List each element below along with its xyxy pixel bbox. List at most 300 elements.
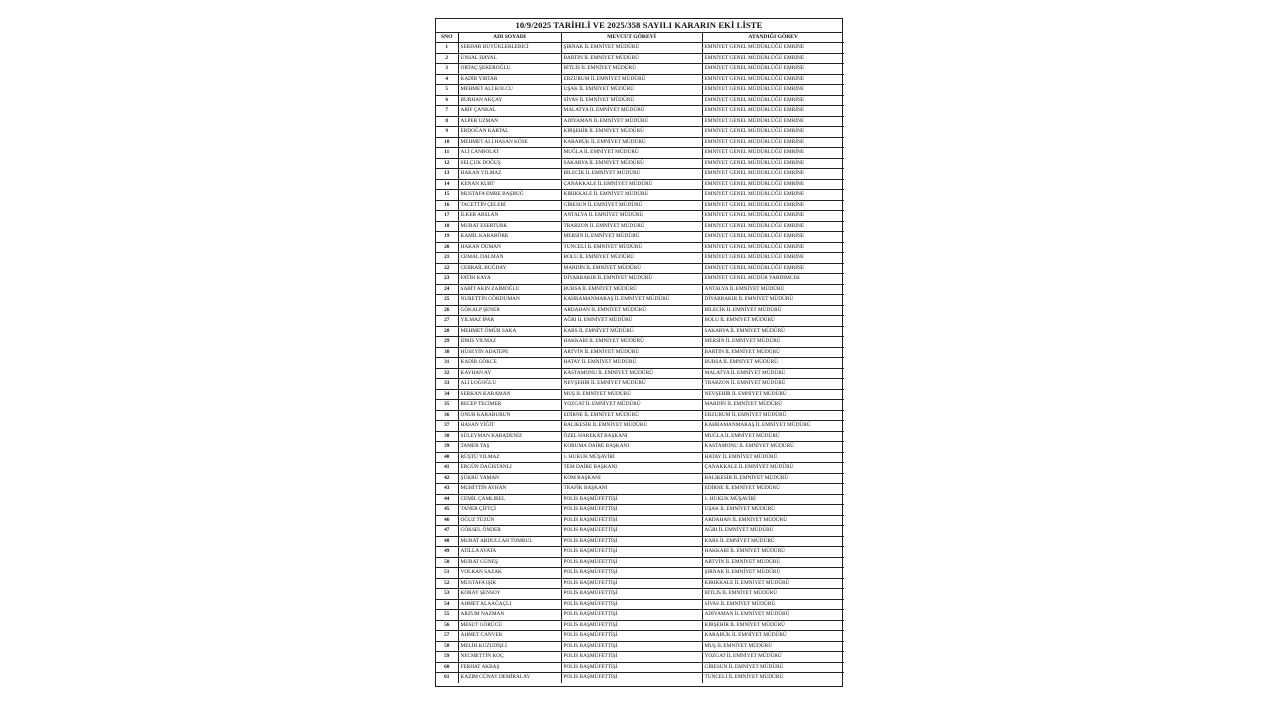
cell-assigned-duty: EMNİYET GENEL MÜDÜRLÜĞÜ EMRİNE — [702, 53, 844, 64]
table-row — [436, 631, 844, 642]
cell-name: KAMİL KARABÖRK — [458, 232, 561, 243]
cell-current-duty: MALATYA İL EMNİYET MÜDÜRÜ — [561, 106, 702, 117]
table-row — [436, 526, 844, 537]
cell-sno: 42 — [436, 473, 458, 484]
cell-assigned-duty: DİYARBAKIR İL EMNİYET MÜDÜRÜ — [702, 295, 844, 306]
cell-name: MURAT ABDULLAH TOMBUL — [458, 536, 561, 547]
cell-assigned-duty: BİLECİK İL EMNİYET MÜDÜRÜ — [702, 305, 844, 316]
table-row — [436, 620, 844, 631]
cell-name: MURAT ESERTÜRK — [458, 221, 561, 232]
cell-name: ALPER UZMAN — [458, 116, 561, 127]
cell-assigned-duty: KAHRAMANMARAŞ İL EMNİYET MÜDÜRÜ — [702, 421, 844, 432]
table-row — [436, 484, 844, 495]
cell-current-duty: POLİS BAŞMÜFETTİŞİ — [561, 589, 702, 600]
cell-assigned-duty: EMNİYET GENEL MÜDÜRLÜĞÜ EMRİNE — [702, 179, 844, 190]
cell-assigned-duty: KIRIKKALE İL EMNİYET MÜDÜRÜ — [702, 578, 844, 589]
cell-current-duty: HAKKARİ İL EMNİYET MÜDÜRÜ — [561, 337, 702, 348]
cell-assigned-duty: YOZGAT İL EMNİYET MÜDÜRÜ — [702, 652, 844, 663]
table-row — [436, 116, 844, 127]
cell-sno: 58 — [436, 641, 458, 652]
cell-assigned-duty: AĞRI İL EMNİYET MÜDÜRÜ — [702, 526, 844, 537]
cell-assigned-duty: HATAY İL EMNİYET MÜDÜRÜ — [702, 452, 844, 463]
cell-name: MESUT GÖRÜCÜ — [458, 620, 561, 631]
table-row — [436, 421, 844, 432]
cell-name: ŞÜKRÜ YAMAN — [458, 473, 561, 484]
cell-name: MUSTAFA EMRE BAŞBUĞ — [458, 190, 561, 201]
cell-sno: 32 — [436, 368, 458, 379]
cell-sno: 44 — [436, 494, 458, 505]
cell-current-duty: KARS İL EMNİYET MÜDÜRÜ — [561, 326, 702, 337]
table-row — [436, 127, 844, 138]
cell-name: ORTAÇ ŞEKEROĞLU — [458, 64, 561, 75]
cell-name: AHMET CANVER — [458, 631, 561, 642]
cell-assigned-duty: ARTVİN İL EMNİYET MÜDÜRÜ — [702, 557, 844, 568]
cell-name: KORAY ŞENSOY — [458, 589, 561, 600]
cell-sno: 9 — [436, 127, 458, 138]
cell-assigned-duty: ADIYAMAN İL EMNİYET MÜDÜRÜ — [702, 610, 844, 621]
cell-name: KADİR YIRTAR — [458, 74, 561, 85]
cell-name: FATİH KAYA — [458, 274, 561, 285]
table-row — [436, 326, 844, 337]
cell-name: ÜNSAL HAYAL — [458, 53, 561, 64]
cell-name: GÖKALP ŞENER — [458, 305, 561, 316]
cell-sno: 29 — [436, 337, 458, 348]
cell-sno: 38 — [436, 431, 458, 442]
cell-sno: 36 — [436, 410, 458, 421]
cell-current-duty: KORUMA DAİRE BAŞKANI — [561, 442, 702, 453]
cell-current-duty: ERZURUM İL EMNİYET MÜDÜRÜ — [561, 74, 702, 85]
cell-name: ATİLLA AYATA — [458, 547, 561, 558]
cell-assigned-duty: UŞAK İL EMNİYET MÜDÜRÜ — [702, 505, 844, 516]
cell-assigned-duty: ERZURUM İL EMNİYET MÜDÜRÜ — [702, 410, 844, 421]
cell-sno: 55 — [436, 610, 458, 621]
table-row — [436, 106, 844, 117]
cell-name: HASAN YİĞİT — [458, 421, 561, 432]
cell-assigned-duty: GİRESUN İL EMNİYET MÜDÜRÜ — [702, 662, 844, 673]
table-row — [436, 253, 844, 264]
cell-sno: 24 — [436, 284, 458, 295]
cell-assigned-duty: EMNİYET GENEL MÜDÜRLÜĞÜ EMRİNE — [702, 106, 844, 117]
cell-assigned-duty: HAKKARİ İL EMNİYET MÜDÜRÜ — [702, 547, 844, 558]
table-row — [436, 316, 844, 327]
cell-sno: 53 — [436, 589, 458, 600]
cell-sno: 4 — [436, 74, 458, 85]
cell-name: SABİT AKIN ZAİMOĞLU — [458, 284, 561, 295]
cell-sno: 43 — [436, 484, 458, 495]
cell-assigned-duty: EMNİYET GENEL MÜDÜRLÜĞÜ EMRİNE — [702, 253, 844, 264]
cell-current-duty: POLİS BAŞMÜFETTİŞİ — [561, 515, 702, 526]
cell-name: İLKER ARSLAN — [458, 211, 561, 222]
cell-name: SELÇUK DOĞUŞ — [458, 158, 561, 169]
table-row — [436, 158, 844, 169]
cell-sno: 14 — [436, 179, 458, 190]
cell-name: HAKAN DUMAN — [458, 242, 561, 253]
cell-sno: 25 — [436, 295, 458, 306]
cell-name: MELİH KUZUDİŞLİ — [458, 641, 561, 652]
cell-current-duty: POLİS BAŞMÜFETTİŞİ — [561, 494, 702, 505]
table-row — [436, 641, 844, 652]
header-name: ADI SOYADI — [458, 33, 561, 43]
cell-current-duty: KAHRAMANMARAŞ İL EMNİYET MÜDÜRÜ — [561, 295, 702, 306]
cell-current-duty: ADIYAMAN İL EMNİYET MÜDÜRÜ — [561, 116, 702, 127]
cell-current-duty: BİLECİK İL EMNİYET MÜDÜRÜ — [561, 169, 702, 180]
table-row — [436, 379, 844, 390]
table-row — [436, 547, 844, 558]
cell-sno: 34 — [436, 389, 458, 400]
cell-sno: 39 — [436, 442, 458, 453]
cell-sno: 31 — [436, 358, 458, 369]
cell-name: SERDAR BÜYÜKLERLEBİCİ — [458, 43, 561, 54]
cell-current-duty: POLİS BAŞMÜFETTİŞİ — [561, 641, 702, 652]
cell-current-duty: BİTLİS İL EMNİYET MÜDÜRÜ — [561, 64, 702, 75]
cell-sno: 26 — [436, 305, 458, 316]
table-row — [436, 74, 844, 85]
table-row — [436, 494, 844, 505]
cell-name: RÜŞTÜ YILMAZ — [458, 452, 561, 463]
cell-current-duty: BOLU İL EMNİYET MÜDÜRÜ — [561, 253, 702, 264]
cell-name: GÖKSEL ÖNDER — [458, 526, 561, 537]
cell-sno: 37 — [436, 421, 458, 432]
cell-name: OĞUZ TÜZÜN — [458, 515, 561, 526]
cell-current-duty: POLİS BAŞMÜFETTİŞİ — [561, 557, 702, 568]
cell-name: ALİ CANBOLAT — [458, 148, 561, 159]
table-row — [436, 221, 844, 232]
cell-current-duty: NEVŞEHİR İL EMNİYET MÜDÜRÜ — [561, 379, 702, 390]
cell-sno: 30 — [436, 347, 458, 358]
cell-assigned-duty: ŞIRNAK İL EMNİYET MÜDÜRÜ — [702, 568, 844, 579]
cell-name: ARZUM NAZMAN — [458, 610, 561, 621]
table-row — [436, 431, 844, 442]
cell-name: KAYHAN AY — [458, 368, 561, 379]
cell-sno: 51 — [436, 568, 458, 579]
cell-name: ERDOĞAN KARTAL — [458, 127, 561, 138]
table-row — [436, 578, 844, 589]
header-assigned-duty: ATANDIĞI GÖREV — [702, 33, 844, 43]
cell-assigned-duty: KARS İL EMNİYET MÜDÜRÜ — [702, 536, 844, 547]
cell-assigned-duty: ÇANAKKALE İL EMNİYET MÜDÜRÜ — [702, 463, 844, 474]
cell-current-duty: POLİS BAŞMÜFETTİŞİ — [561, 610, 702, 621]
document-title: 10/9/2025 TARİHLİ VE 2025/358 SAYILI KARARIN EKİ LİSTE — [436, 19, 842, 33]
cell-sno: 22 — [436, 263, 458, 274]
cell-name: ALİ LOĞOĞLU — [458, 379, 561, 390]
cell-name: HAKAN YILMAZ — [458, 169, 561, 180]
cell-sno: 49 — [436, 547, 458, 558]
cell-sno: 11 — [436, 148, 458, 159]
appointment-table — [436, 33, 844, 683]
table-row — [436, 137, 844, 148]
cell-current-duty: ARDAHAN İL EMNİYET MÜDÜRÜ — [561, 305, 702, 316]
cell-current-duty: POLİS BAŞMÜFETTİŞİ — [561, 662, 702, 673]
table-row — [436, 400, 844, 411]
table-row — [436, 652, 844, 663]
cell-current-duty: POLİS BAŞMÜFETTİŞİ — [561, 652, 702, 663]
cell-current-duty: MARDİN İL EMNİYET MÜDÜRÜ — [561, 263, 702, 274]
cell-sno: 56 — [436, 620, 458, 631]
table-row — [436, 179, 844, 190]
cell-current-duty: KIRŞEHİR İL EMNİYET MÜDÜRÜ — [561, 127, 702, 138]
table-row — [436, 95, 844, 106]
cell-assigned-duty: KIRŞEHİR İL EMNİYET MÜDÜRÜ — [702, 620, 844, 631]
table-row — [436, 662, 844, 673]
cell-name: MEHMET ÖMÜR SAKA — [458, 326, 561, 337]
cell-sno: 40 — [436, 452, 458, 463]
cell-name: İDRİS YILMAZ — [458, 337, 561, 348]
table-row — [436, 169, 844, 180]
cell-current-duty: AĞRI İL EMNİYET MÜDÜRÜ — [561, 316, 702, 327]
cell-name: SÜLEYMAN KARADENİZ — [458, 431, 561, 442]
cell-sno: 20 — [436, 242, 458, 253]
cell-name: MEHMET ALİ KOLCU — [458, 85, 561, 96]
cell-assigned-duty: EMNİYET GENEL MÜDÜRLÜĞÜ EMRİNE — [702, 137, 844, 148]
cell-current-duty: POLİS BAŞMÜFETTİŞİ — [561, 505, 702, 516]
cell-sno: 12 — [436, 158, 458, 169]
cell-assigned-duty: SİVAS İL EMNİYET MÜDÜRÜ — [702, 599, 844, 610]
cell-current-duty: EDİRNE İL EMNİYET MÜDÜRÜ — [561, 410, 702, 421]
cell-assigned-duty: ANTALYA İL EMNİYET MÜDÜRÜ — [702, 284, 844, 295]
cell-assigned-duty: EMNİYET GENEL MÜDÜRLÜĞÜ EMRİNE — [702, 263, 844, 274]
table-row — [436, 452, 844, 463]
cell-assigned-duty: MERSİN İL EMNİYET MÜDÜRÜ — [702, 337, 844, 348]
cell-name: KAZIM GÜNAY DEMİRALAY — [458, 673, 561, 683]
cell-name: MURAT GÜNEŞ — [458, 557, 561, 568]
cell-assigned-duty: ARDAHAN İL EMNİYET MÜDÜRÜ — [702, 515, 844, 526]
cell-sno: 5 — [436, 85, 458, 96]
table-row — [436, 43, 844, 54]
cell-sno: 10 — [436, 137, 458, 148]
cell-name: YILMAZ İPAR — [458, 316, 561, 327]
cell-sno: 13 — [436, 169, 458, 180]
cell-current-duty: BURSA İL EMNİYET MÜDÜRÜ — [561, 284, 702, 295]
cell-name: TAMER TAŞ — [458, 442, 561, 453]
cell-current-duty: POLİS BAŞMÜFETTİŞİ — [561, 673, 702, 683]
cell-current-duty: KOM BAŞKANI — [561, 473, 702, 484]
table-row — [436, 358, 844, 369]
cell-sno: 3 — [436, 64, 458, 75]
cell-name: ERGÜN DAĞISTANLI — [458, 463, 561, 474]
table-row — [436, 536, 844, 547]
table-row — [436, 463, 844, 474]
cell-current-duty: HATAY İL EMNİYET MÜDÜRÜ — [561, 358, 702, 369]
cell-name: ONUR KARABURUN — [458, 410, 561, 421]
cell-current-duty: ŞIRNAK İL EMNİYET MÜDÜRÜ — [561, 43, 702, 54]
cell-current-duty: MUŞ İL EMNİYET MÜDÜRÜ — [561, 389, 702, 400]
cell-assigned-duty: EMNİYET GENEL MÜDÜRLÜĞÜ EMRİNE — [702, 221, 844, 232]
cell-sno: 15 — [436, 190, 458, 201]
cell-assigned-duty: EMNİYET GENEL MÜDÜRLÜĞÜ EMRİNE — [702, 64, 844, 75]
table-row — [436, 515, 844, 526]
table-row — [436, 53, 844, 64]
cell-assigned-duty: MUĞLA İL EMNİYET MÜDÜRÜ — [702, 431, 844, 442]
cell-current-duty: GİRESUN İL EMNİYET MÜDÜRÜ — [561, 200, 702, 211]
cell-sno: 50 — [436, 557, 458, 568]
cell-assigned-duty: EMNİYET GENEL MÜDÜRLÜĞÜ EMRİNE — [702, 211, 844, 222]
table-row — [436, 673, 844, 683]
cell-current-duty: MUĞLA İL EMNİYET MÜDÜRÜ — [561, 148, 702, 159]
cell-current-duty: TRABZON İL EMNİYET MÜDÜRÜ — [561, 221, 702, 232]
header-current-duty: MEVCUT GÖREVİ — [561, 33, 702, 43]
cell-name: HÜSEYİN ADATEPE — [458, 347, 561, 358]
header-sno: SNO — [436, 33, 458, 43]
cell-name: BURHAN AKÇAY — [458, 95, 561, 106]
table-row — [436, 410, 844, 421]
table-row — [436, 557, 844, 568]
cell-name: TACETTİN ÇELEBİ — [458, 200, 561, 211]
table-row — [436, 505, 844, 516]
cell-name: MUSTAFA IŞIK — [458, 578, 561, 589]
table-row — [436, 295, 844, 306]
table-row — [436, 442, 844, 453]
cell-assigned-duty: BOLU İL EMNİYET MÜDÜRÜ — [702, 316, 844, 327]
cell-sno: 1 — [436, 43, 458, 54]
cell-assigned-duty: EMNİYET GENEL MÜDÜR YARDIMCISI — [702, 274, 844, 285]
cell-assigned-duty: BİTLİS İL EMNİYET MÜDÜRÜ — [702, 589, 844, 600]
table-row — [436, 473, 844, 484]
cell-assigned-duty: EMNİYET GENEL MÜDÜRLÜĞÜ EMRİNE — [702, 242, 844, 253]
cell-name: MUHİTTİN AYHAN — [458, 484, 561, 495]
cell-current-duty: KASTAMONU İL EMNİYET MÜDÜRÜ — [561, 368, 702, 379]
table-row — [436, 148, 844, 159]
cell-sno: 17 — [436, 211, 458, 222]
cell-current-duty: KIRIKKALE İL EMNİYET MÜDÜRÜ — [561, 190, 702, 201]
cell-assigned-duty: BARTIN İL EMNİYET MÜDÜRÜ — [702, 347, 844, 358]
cell-assigned-duty: EMNİYET GENEL MÜDÜRLÜĞÜ EMRİNE — [702, 95, 844, 106]
table-row — [436, 337, 844, 348]
cell-assigned-duty: EMNİYET GENEL MÜDÜRLÜĞÜ EMRİNE — [702, 85, 844, 96]
cell-name: VOLKAN SAZAK — [458, 568, 561, 579]
table-row — [436, 568, 844, 579]
table-row — [436, 64, 844, 75]
cell-current-duty: BALIKESİR İL EMNİYET MÜDÜRÜ — [561, 421, 702, 432]
cell-name: CEBRAİL BUĞDAY — [458, 263, 561, 274]
cell-sno: 59 — [436, 652, 458, 663]
cell-name: NURETTİN GÖKDUMAN — [458, 295, 561, 306]
cell-name: CEMAL DALMAN — [458, 253, 561, 264]
table-row — [436, 263, 844, 274]
cell-sno: 61 — [436, 673, 458, 683]
cell-current-duty: 1. HUKUK MÜŞAVİRİ — [561, 452, 702, 463]
cell-current-duty: SAKARYA İL EMNİYET MÜDÜRÜ — [561, 158, 702, 169]
cell-sno: 57 — [436, 631, 458, 642]
cell-sno: 16 — [436, 200, 458, 211]
cell-current-duty: TRAFİK BAŞKANI — [561, 484, 702, 495]
table-row — [436, 347, 844, 358]
table-row — [436, 211, 844, 222]
cell-current-duty: POLİS BAŞMÜFETTİŞİ — [561, 578, 702, 589]
cell-sno: 23 — [436, 274, 458, 285]
cell-name: ARİF ÇANKAL — [458, 106, 561, 117]
cell-current-duty: POLİS BAŞMÜFETTİŞİ — [561, 631, 702, 642]
table-row — [436, 284, 844, 295]
cell-sno: 47 — [436, 526, 458, 537]
cell-sno: 6 — [436, 95, 458, 106]
table-row — [436, 242, 844, 253]
cell-sno: 2 — [436, 53, 458, 64]
cell-name: FERHAT AKBAŞ — [458, 662, 561, 673]
cell-assigned-duty: MARDİN İL EMNİYET MÜDÜRÜ — [702, 400, 844, 411]
cell-assigned-duty: BALIKESİR İL EMNİYET MÜDÜRÜ — [702, 473, 844, 484]
cell-name: TANER ÇİFTÇİ — [458, 505, 561, 516]
cell-current-duty: MERSİN İL EMNİYET MÜDÜRÜ — [561, 232, 702, 243]
cell-assigned-duty: EMNİYET GENEL MÜDÜRLÜĞÜ EMRİNE — [702, 116, 844, 127]
cell-sno: 45 — [436, 505, 458, 516]
cell-name: NECMETTİN KOÇ — [458, 652, 561, 663]
table-row — [436, 190, 844, 201]
cell-assigned-duty: EMNİYET GENEL MÜDÜRLÜĞÜ EMRİNE — [702, 169, 844, 180]
cell-assigned-duty: EMNİYET GENEL MÜDÜRLÜĞÜ EMRİNE — [702, 158, 844, 169]
cell-sno: 60 — [436, 662, 458, 673]
cell-current-duty: YOZGAT İL EMNİYET MÜDÜRÜ — [561, 400, 702, 411]
cell-sno: 33 — [436, 379, 458, 390]
cell-current-duty: POLİS BAŞMÜFETTİŞİ — [561, 568, 702, 579]
cell-sno: 7 — [436, 106, 458, 117]
cell-name: CEMİL ÇAMLIBEL — [458, 494, 561, 505]
cell-current-duty: POLİS BAŞMÜFETTİŞİ — [561, 526, 702, 537]
cell-sno: 27 — [436, 316, 458, 327]
table-row — [436, 232, 844, 243]
cell-assigned-duty: EMNİYET GENEL MÜDÜRLÜĞÜ EMRİNE — [702, 232, 844, 243]
cell-current-duty: ANTALYA İL EMNİYET MÜDÜRÜ — [561, 211, 702, 222]
cell-current-duty: SİVAS İL EMNİYET MÜDÜRÜ — [561, 95, 702, 106]
cell-current-duty: POLİS BAŞMÜFETTİŞİ — [561, 547, 702, 558]
table-row — [436, 200, 844, 211]
cell-current-duty: ÇANAKKALE İL EMNİYET MÜDÜRÜ — [561, 179, 702, 190]
cell-assigned-duty: MUŞ İL EMNİYET MÜDÜRÜ — [702, 641, 844, 652]
cell-assigned-duty: KARABÜK İL EMNİYET MÜDÜRÜ — [702, 631, 844, 642]
cell-sno: 19 — [436, 232, 458, 243]
cell-assigned-duty: TRABZON İL EMNİYET MÜDÜRÜ — [702, 379, 844, 390]
cell-assigned-duty: 1. HUKUK MÜŞAVİRİ — [702, 494, 844, 505]
table-row — [436, 274, 844, 285]
cell-current-duty: TUNCELİ İL EMNİYET MÜDÜRÜ — [561, 242, 702, 253]
cell-current-duty: ÖZEL HAREKAT BAŞKANI — [561, 431, 702, 442]
cell-current-duty: UŞAK İL EMNİYET MÜDÜRÜ — [561, 85, 702, 96]
cell-sno: 28 — [436, 326, 458, 337]
table-header-row — [436, 33, 844, 43]
table-row — [436, 589, 844, 600]
cell-sno: 41 — [436, 463, 458, 474]
table-row — [436, 389, 844, 400]
cell-assigned-duty: BURSA İL EMNİYET MÜDÜRÜ — [702, 358, 844, 369]
table-row — [436, 305, 844, 316]
cell-assigned-duty: EMNİYET GENEL MÜDÜRLÜĞÜ EMRİNE — [702, 200, 844, 211]
cell-assigned-duty: NEVŞEHİR İL EMNİYET MÜDÜRÜ — [702, 389, 844, 400]
cell-current-duty: POLİS BAŞMÜFETTİŞİ — [561, 536, 702, 547]
cell-name: KENAN KURT — [458, 179, 561, 190]
cell-current-duty: ARTVİN İL EMNİYET MÜDÜRÜ — [561, 347, 702, 358]
cell-current-duty: POLİS BAŞMÜFETTİŞİ — [561, 599, 702, 610]
table-row — [436, 610, 844, 621]
cell-assigned-duty: EDİRNE İL EMNİYET MÜDÜRÜ — [702, 484, 844, 495]
cell-assigned-duty: EMNİYET GENEL MÜDÜRLÜĞÜ EMRİNE — [702, 127, 844, 138]
cell-name: KADİR GÖKCE — [458, 358, 561, 369]
cell-sno: 35 — [436, 400, 458, 411]
cell-assigned-duty: EMNİYET GENEL MÜDÜRLÜĞÜ EMRİNE — [702, 190, 844, 201]
document-page — [435, 18, 843, 687]
cell-sno: 52 — [436, 578, 458, 589]
table-row — [436, 599, 844, 610]
table-row — [436, 368, 844, 379]
cell-name: AHMET ALAAĞAÇLI — [458, 599, 561, 610]
cell-sno: 8 — [436, 116, 458, 127]
table-row — [436, 85, 844, 96]
cell-name: SERKAN KARAMAN — [458, 389, 561, 400]
cell-sno: 21 — [436, 253, 458, 264]
cell-current-duty: KARABÜK İL EMNİYET MÜDÜRÜ — [561, 137, 702, 148]
cell-current-duty: TEM DAİRE BAŞKANI — [561, 463, 702, 474]
cell-assigned-duty: KASTAMONU İL EMNİYET MÜDÜRÜ — [702, 442, 844, 453]
cell-assigned-duty: MALATYA İL EMNİYET MÜDÜRÜ — [702, 368, 844, 379]
cell-assigned-duty: TUNCELİ İL EMNİYET MÜDÜRÜ — [702, 673, 844, 683]
